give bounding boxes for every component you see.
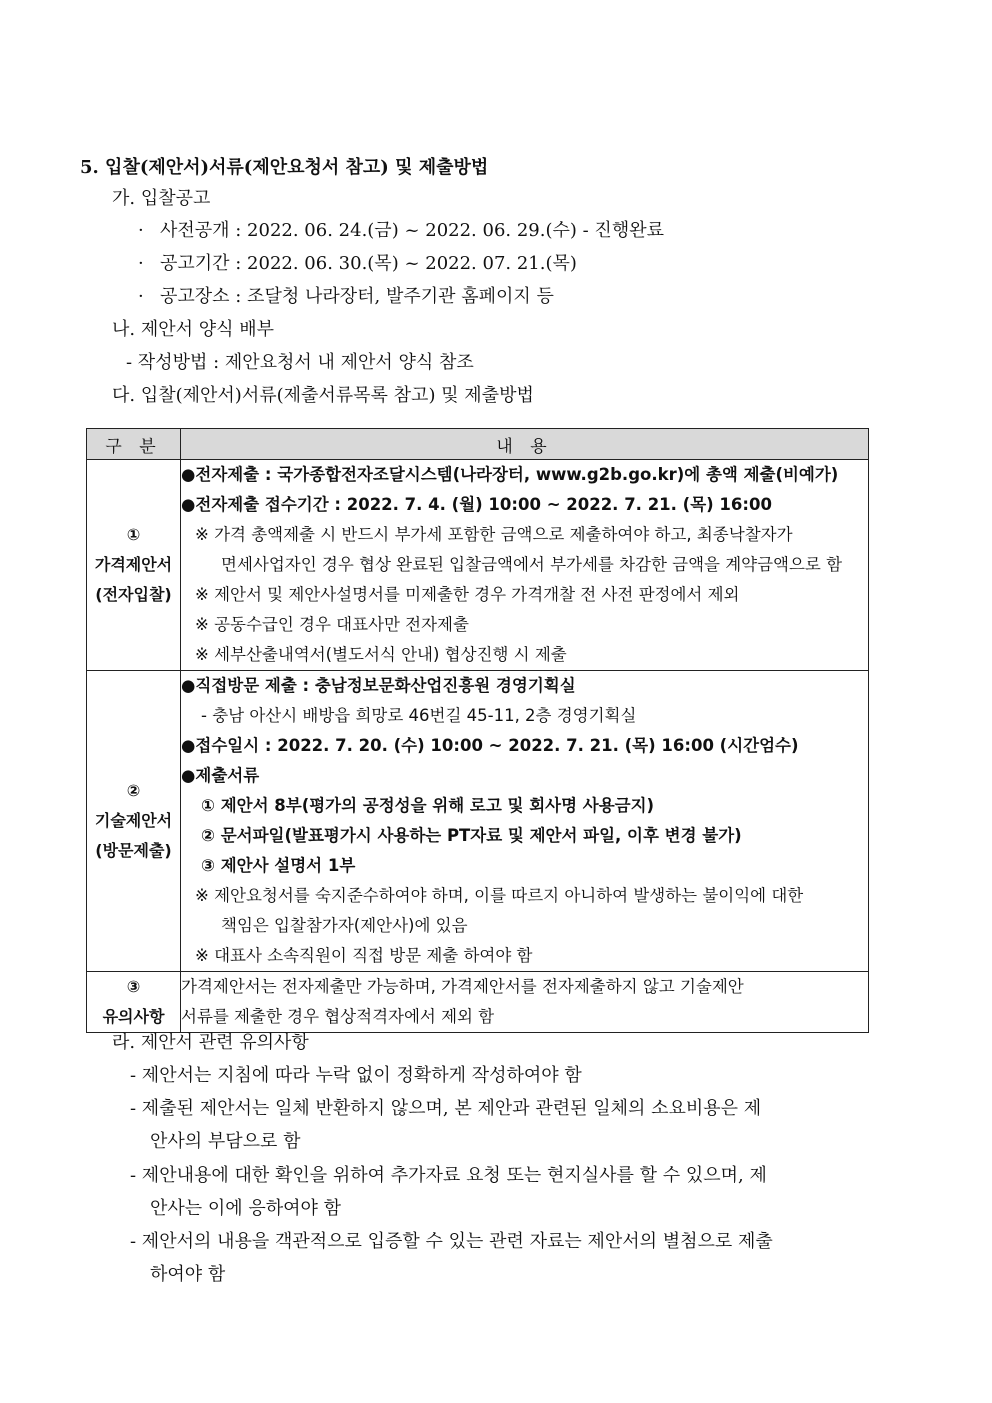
row-content-price: [181, 460, 869, 671]
list-item: · 공고기간 : 2022. 06. 30.(목) ~ 2022. 07. 21.(목): [138, 253, 577, 274]
content-line: ※ 공동수급인 경우 대표사만 전자제출: [195, 615, 469, 634]
list-item-continued: 안사는 이에 응하여야 함: [150, 1198, 342, 1219]
bullet: ·: [138, 253, 144, 274]
content-line: ③ 제안사 설명서 1부: [201, 856, 356, 875]
list-item: - 제안서는 지침에 따라 누락 없이 정확하게 작성하여야 함: [130, 1065, 582, 1086]
bullet: ·: [138, 220, 144, 241]
list-item: - 제안서의 내용을 객관적으로 입증할 수 있는 관련 자료는 제안서의 별첨으로 제출: [130, 1231, 773, 1252]
content-line: ※ 제안요청서를 숙지준수하여야 하며, 이를 따르지 아니하여 발생하는 불이익에 대한: [195, 886, 804, 905]
row-content-notes: [181, 972, 869, 1033]
content-line: ●전자제출 : 국가종합전자조달시스템(나라장터, www.g2b.go.kr)에 총액 제출(비예가): [181, 465, 839, 484]
subheading-ga: 가. 입찰공고: [112, 188, 211, 209]
content-line: 가격제안서는 전자제출만 가능하며, 가격제안서를 전자제출하지 않고 기술제안: [181, 977, 744, 996]
content-line: ※ 대표사 소속직원이 직접 방문 제출 하여야 함: [195, 946, 533, 965]
list-item-continued: 안사의 부담으로 함: [150, 1131, 301, 1152]
subheading-ra: 라. 제안서 관련 유의사항: [112, 1032, 309, 1053]
subheading-na: 나. 제안서 양식 배부: [112, 319, 274, 340]
bullet: ·: [138, 286, 144, 307]
content-line: ※ 가격 총액제출 시 반드시 부가세 포함한 금액으로 제출하여야 하고, 최종낙찰자가: [195, 525, 793, 544]
list-item: · 공고장소 : 조달청 나라장터, 발주기관 홈페이지 등: [138, 286, 554, 307]
section-title: 5. 입찰(제안서)서류(제안요청서 참고) 및 제출방법: [80, 157, 489, 178]
header-content: 내 용: [181, 429, 869, 460]
row-content-tech: [181, 671, 869, 972]
content-line: 책임은 입찰참가자(제안사)에 있음: [221, 916, 468, 935]
content-line: - 충남 아산시 배방읍 희망로 46번길 45-11, 2층 경영기획실: [201, 706, 637, 725]
table-row: [87, 460, 869, 671]
header-category: 구 분: [87, 429, 181, 460]
row-label-price: ① 가격제안서 (전자입찰): [87, 460, 181, 671]
submission-table: [86, 428, 869, 1033]
list-item: - 작성방법 : 제안요청서 내 제안서 양식 참조: [126, 352, 474, 373]
content-line: ※ 세부산출내역서(별도서식 안내) 협상진행 시 제출: [195, 645, 567, 664]
content-line: ① 제안서 8부(평가의 공정성을 위해 로고 및 회사명 사용금지): [201, 796, 655, 815]
list-item-continued: 하여야 함: [150, 1264, 226, 1285]
list-item: · 사전공개 : 2022. 06. 24.(금) ~ 2022. 06. 29.(수) - 진행완료: [138, 220, 664, 241]
row-label-notes: ③ 유의사항: [87, 972, 181, 1033]
list-item: - 제안내용에 대한 확인을 위하여 추가자료 요청 또는 현지실사를 할 수 있으며, 제: [130, 1165, 767, 1186]
content-line: ●제출서류: [181, 766, 260, 785]
table-row: [87, 972, 869, 1033]
content-line: ② 문서파일(발표평가시 사용하는 PT자료 및 제안서 파일, 이후 변경 불가): [201, 826, 742, 845]
content-line: ※ 제안서 및 제안사설명서를 미제출한 경우 가격개찰 전 사전 판정에서 제외: [195, 585, 740, 604]
list-item: - 제출된 제안서는 일체 반환하지 않으며, 본 제안과 관련된 일체의 소요비용은 제: [130, 1098, 762, 1119]
content-line: 면세사업자인 경우 협상 완료된 입찰금액에서 부가세를 차감한 금액을 계약금액으로 함: [221, 555, 843, 574]
row-label-tech: ② 기술제안서 (방문제출): [87, 671, 181, 972]
table-header-row: [87, 429, 869, 460]
content-line: 서류를 제출한 경우 협상적격자에서 제외 함: [181, 1007, 495, 1026]
table-row: [87, 671, 869, 972]
subheading-da: 다. 입찰(제안서)서류(제출서류목록 참고) 및 제출방법: [112, 385, 534, 406]
content-line: ●접수일시 : 2022. 7. 20. (수) 10:00 ~ 2022. 7. 21. (목) 16:00 (시간엄수): [181, 736, 799, 755]
content-line: ●직접방문 제출 : 충남정보문화산업진흥원 경영기획실: [181, 676, 576, 695]
content-line: ●전자제출 접수기간 : 2022. 7. 4. (월) 10:00 ~ 2022. 7. 21. (목) 16:00: [181, 495, 772, 514]
